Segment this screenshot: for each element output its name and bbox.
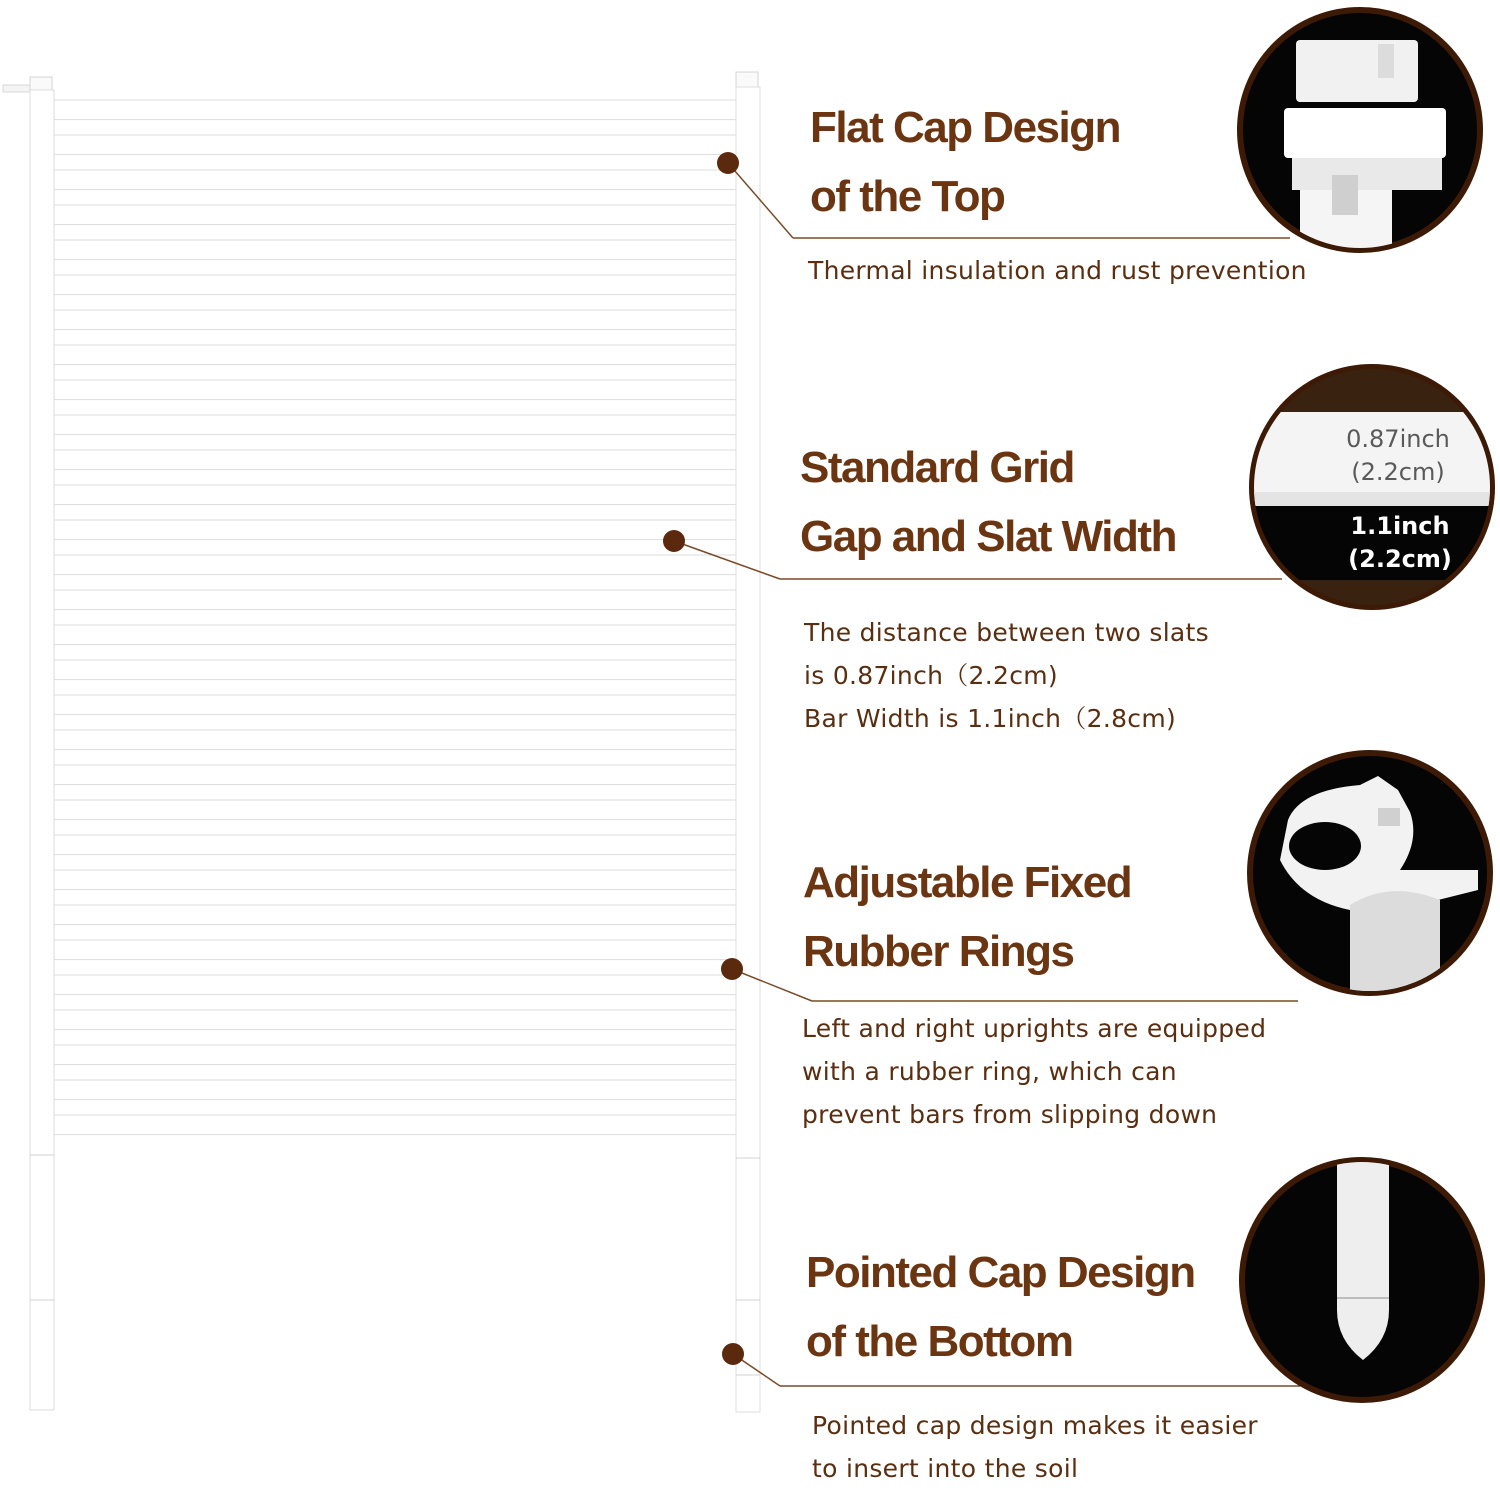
- feature-heading-grid-gap: Standard Grid Gap and Slat Width: [800, 443, 1176, 561]
- fence-slat: [54, 695, 736, 715]
- rubber-ring-icon: [1250, 753, 1490, 1000]
- fence-slat: [54, 415, 736, 435]
- fence-slats: [54, 100, 736, 1135]
- fence-slat: [54, 835, 736, 855]
- fence-slat: [54, 870, 736, 890]
- feature-heading-rubber-rings: Adjustable Fixed Rubber Rings: [803, 858, 1132, 976]
- fence-slat: [54, 590, 736, 610]
- feature-heading-pointed-cap: Pointed Cap Design of the Bottom: [806, 1248, 1195, 1366]
- fence-slat: [54, 520, 736, 540]
- fence-slat: [54, 975, 736, 995]
- fence-slat: [54, 275, 736, 295]
- callout-marker: [663, 530, 685, 552]
- fence-slat: [54, 380, 736, 400]
- fence-slat: [54, 100, 736, 120]
- fence-slat: [54, 345, 736, 365]
- fence-slat: [54, 170, 736, 190]
- right-upright: [736, 72, 760, 1412]
- fence-slat: [54, 625, 736, 645]
- fence-slat: [54, 765, 736, 785]
- flat-cap-icon: [1240, 10, 1480, 260]
- fence-slat: [54, 1010, 736, 1030]
- fence-slat: [54, 800, 736, 820]
- gap-dimension-label: 0.87inch (2.2cm): [1346, 425, 1450, 486]
- left-upright: [3, 77, 54, 1410]
- fence-slat: [54, 310, 736, 330]
- feature-description-rubber-rings: Left and right uprights are equipped with a rubber ring, which can prevent bars from slipping down: [802, 1014, 1267, 1129]
- callout-marker: [722, 1343, 744, 1365]
- slat-width-dimension-label: 1.1inch (2.2cm): [1348, 512, 1452, 573]
- fence-slat: [54, 1045, 736, 1065]
- fence-slat: [54, 730, 736, 750]
- fence-slat: [54, 905, 736, 925]
- fence-slat: [54, 1080, 736, 1100]
- slat-gap-icon: [1240, 360, 1500, 620]
- fence-slat: [54, 1115, 736, 1135]
- pointed-cap-icon: [1242, 1150, 1482, 1400]
- callout-marker: [717, 152, 739, 174]
- callout-marker: [721, 958, 743, 980]
- feature-description-flat-cap: Thermal insulation and rust prevention: [808, 256, 1307, 285]
- feature-description-grid-gap: The distance between two slats is 0.87inch（2.2cm) Bar Width is 1.1inch（2.8cm): [804, 618, 1209, 733]
- fence-slat: [54, 485, 736, 505]
- fence-slat: [54, 240, 736, 260]
- fence-slat: [54, 450, 736, 470]
- feature-description-pointed-cap: Pointed cap design makes it easier to insert into the soil: [812, 1411, 1258, 1483]
- fence-slat: [54, 940, 736, 960]
- fence-slat: [54, 555, 736, 575]
- fence-slat: [54, 660, 736, 680]
- fence-slat: [54, 135, 736, 155]
- fence-slat: [54, 205, 736, 225]
- feature-heading-flat-cap: Flat Cap Design of the Top: [810, 103, 1120, 221]
